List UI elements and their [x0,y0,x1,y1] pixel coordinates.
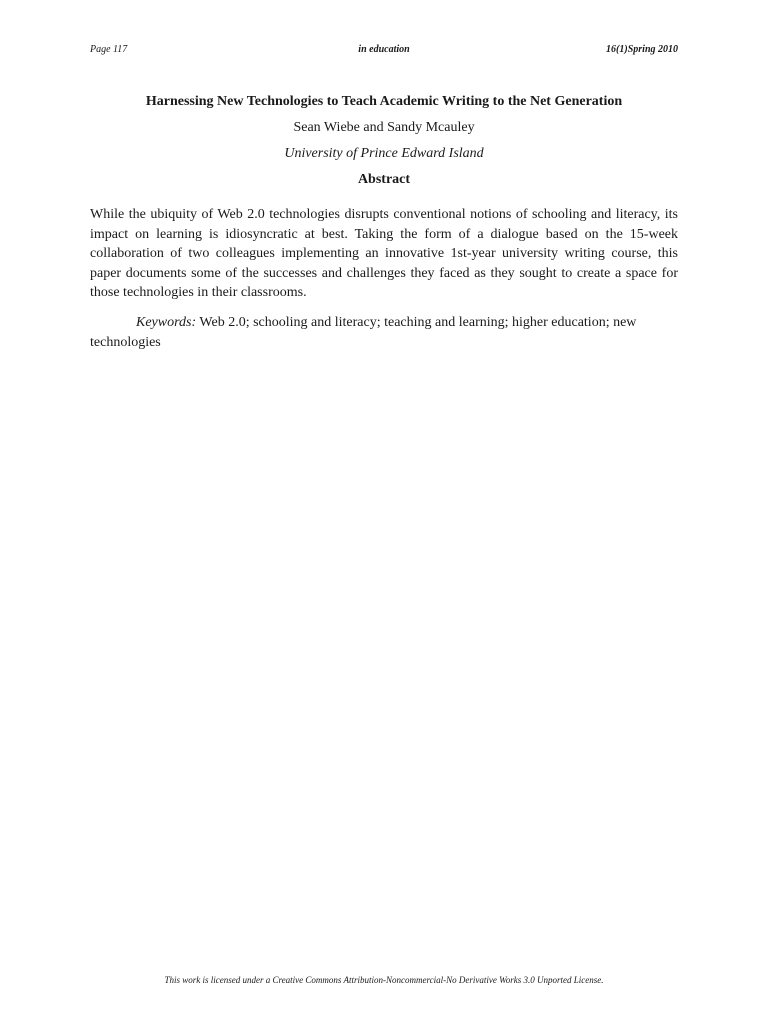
keywords-list: Web 2.0; schooling and literacy; teaching and learning; higher education; new technologies [90,315,637,350]
keywords-label: Keywords: [136,315,197,330]
abstract-body: While the ubiquity of Web 2.0 technologies disrupts conventional notions of schooling and literacy, its impact on learning is idiosyncratic at best. Taking the form of a dialogue based on the 15-week collaboration of two colleagues implementing an innovative 1st-year university writing course, this paper documents some of the successes and challenges they faced as they sought to create a space for those technologies in their classrooms. [90,207,678,301]
abstract-heading: Abstract [357,172,411,187]
keywords-paragraph [90,313,678,352]
license-footer: This work is licensed under a Creative Commons Attribution-Noncommercial-No Derivative Works 3.0 Unported License. [164,975,604,985]
article-affiliation: University of Prince Edward Island [284,146,484,161]
running-header [90,44,678,60]
journal-name: in education [358,44,410,55]
title-block [90,92,678,190]
page-number: Page 117 [90,44,128,55]
issue-info: 16(1)Spring 2010 [606,44,678,55]
article-authors: Sean Wiebe and Sandy Mcauley [293,120,475,135]
article-title: Harnessing New Technologies to Teach Academic Writing to the Net Generation [145,94,623,109]
